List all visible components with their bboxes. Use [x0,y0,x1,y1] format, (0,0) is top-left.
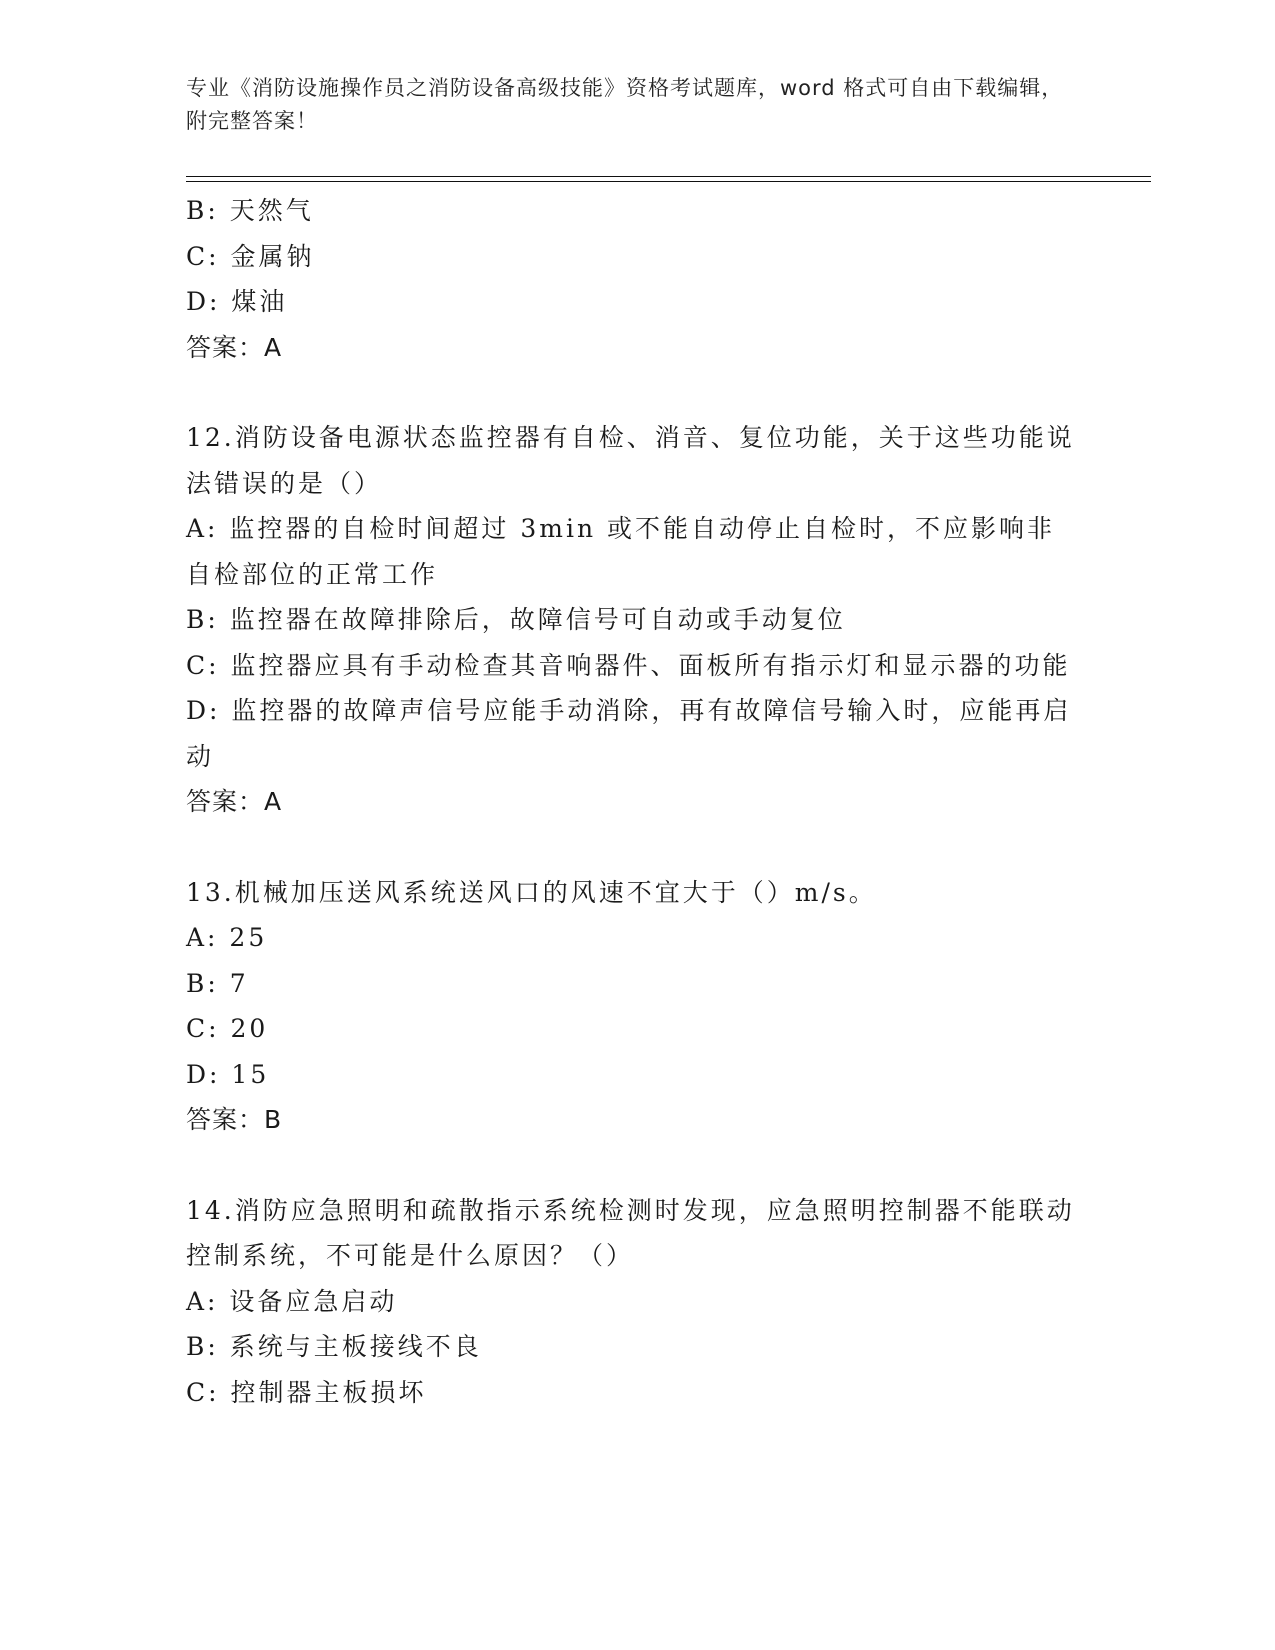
option-c: C: 监控器应具有手动检查其音响器件、面板所有指示灯和显示器的功能 [186,650,1071,680]
option-b: B: 系统与主板接线不良 [186,1332,482,1361]
option-a: A: 监控器的自检时间超过 3min 或不能自动停止自检时，不应影响非自检部位的正常工作 [186,514,1056,589]
prev-question-options [186,188,1076,370]
option-d: D: 监控器的故障声信号应能手动消除，再有故障信号输入时，应能再启动 [186,696,1072,771]
question-text: 13.机械加压送风系统送风口的风速不宜大于（）m/s。 [186,877,877,907]
header-divider-bottom [186,181,1151,182]
question-text: 12.消防设备电源状态监控器有自检、消音、复位功能，关于这些功能说法错误的是（） [186,423,1075,498]
option-d: D: 15 [186,1059,270,1089]
question-text: 14.消防应急照明和疏散指示系统检测时发现，应急照明控制器不能联动控制系统，不可能是什么原因？（） [186,1195,1075,1270]
option-c: C: 20 [186,1014,269,1043]
option-d: D: 煤油 [186,287,288,316]
option-a: A: 25 [186,923,268,952]
option-c: C: 金属钠 [186,241,315,271]
option-c: C: 控制器主板损坏 [186,1377,427,1407]
option-b: B: 监控器在故障排除后，故障信号可自动或手动复位 [186,605,846,634]
answer: 答案：A [186,787,283,816]
option-b: B: 7 [186,968,249,998]
answer: 答案：A [186,332,283,362]
question-content [186,188,1076,1415]
header-note: 专业《消防设施操作员之消防设备高级技能》资格考试题库，word 格式可自由下载编辑，附完整答案！ [186,76,1064,133]
question-14 [186,1188,1076,1416]
question-12 [186,415,1076,825]
option-a: A: 设备应急启动 [186,1286,398,1316]
answer: 答案：B [186,1105,283,1134]
header-divider-top [186,176,1151,177]
question-13 [186,870,1076,1143]
option-b: B: 天然气 [186,196,314,225]
